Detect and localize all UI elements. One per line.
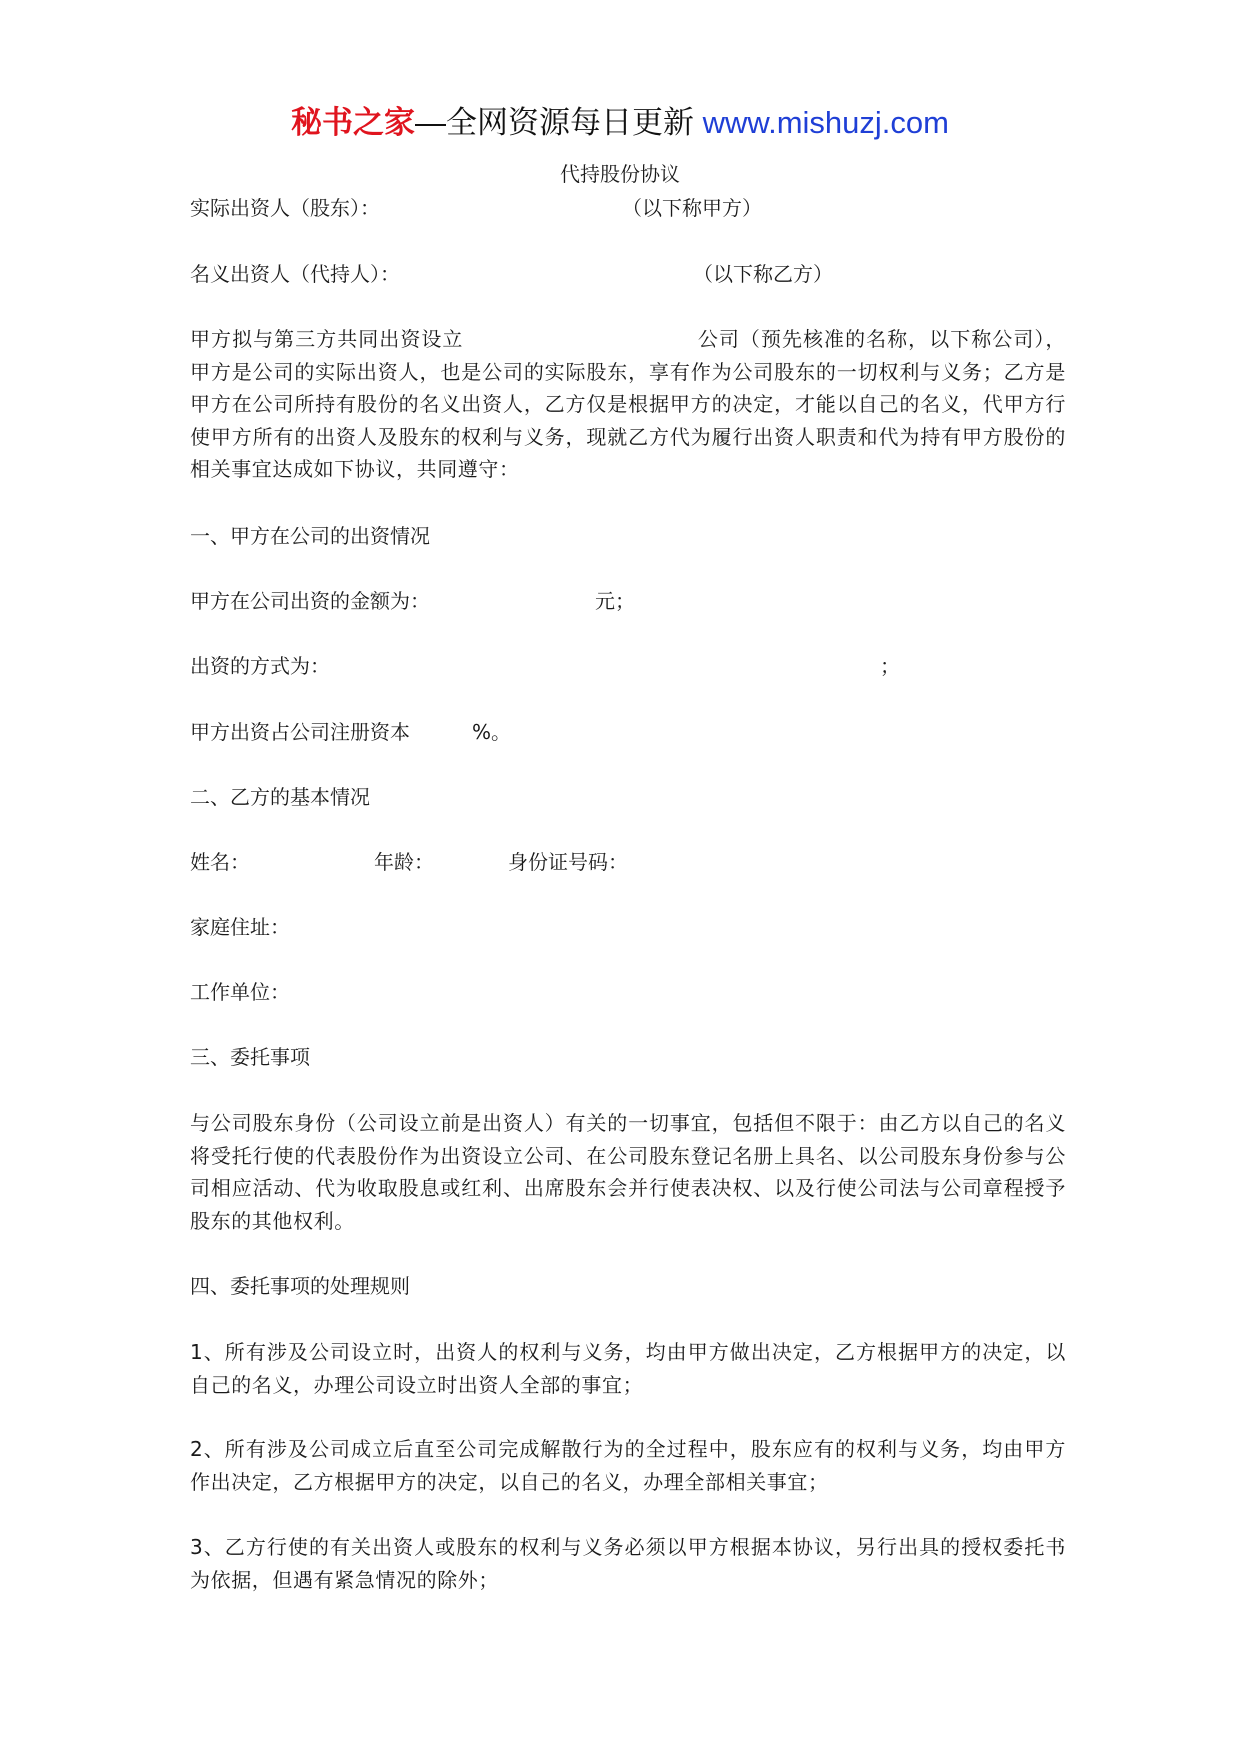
section-3-heading: 三、委托事项 [190, 1045, 310, 1069]
investment-method-label: 出资的方式为： [190, 654, 330, 678]
rule-item-2: 2、所有涉及公司成立后直至公司完成解散行为的全过程中，股东应有的权利与义务，均由甲方作出决定，乙方根据甲方的决定，以自己的名义，办理全部相关事宜； [190, 1437, 1066, 1494]
rule-item-3: 3、乙方行使的有关出资人或股东的权利与义务必须以甲方根据本协议，另行出具的授权委托书为依据，但遇有紧急情况的除外； [190, 1535, 1066, 1592]
section-2-heading: 二、乙方的基本情况 [190, 785, 370, 809]
rule-item-1: 1、所有涉及公司设立时，出资人的权利与义务，均由甲方做出决定，乙方根据甲方的决定，以自己的名义，办理公司设立时出资人全部的事宜； [190, 1340, 1066, 1397]
investment-amount-unit: 元； [595, 589, 635, 613]
party-b-line [190, 258, 1066, 290]
party-b-suffix: （以下称乙方） [693, 262, 833, 286]
party-b-label: 名义出资人（代持人）： [190, 262, 400, 286]
investment-ratio-label: 甲方出资占公司注册资本 [190, 720, 410, 744]
party-a-label: 实际出资人（股东）： [190, 196, 380, 220]
intro-rest: 公司（预先核准的名称，以下称公司），甲方是公司的实际出资人，也是公司的实际股东，享有作为公司股东的一切权利与义务；乙方是甲方在公司所持有股份的名义出资人，乙方仅是根据甲方的决定，才能以自己的名义，代甲方行使甲方所有的出资人及股东的权利与义务，现就乙方代为履行出资人职责和代为持有甲方股份的相关事宜达成如下协议，共同遵守： [190, 327, 1066, 481]
party-a-line [190, 192, 1066, 224]
document-title: 代持股份协议 [560, 162, 680, 186]
party-a-suffix: （以下称甲方） [622, 196, 762, 220]
banner-tagline: —全网资源每日更新 [415, 105, 703, 140]
id-number-label: 身份证号码： [508, 850, 628, 874]
investment-method-line [190, 650, 1066, 682]
banner-brand: 秘书之家 [291, 105, 416, 140]
name-label: 姓名： [190, 850, 250, 874]
section-4-heading: 四、委托事项的处理规则 [190, 1274, 410, 1298]
age-label: 年龄： [374, 850, 434, 874]
investment-amount-label: 甲方在公司出资的金额为： [190, 589, 430, 613]
party-b-info-line [190, 846, 1066, 878]
intro-lead: 甲方拟与第三方共同出资设立 [190, 327, 464, 351]
banner-url-link[interactable]: www.mishuzj.com [702, 105, 949, 140]
employer-label: 工作单位： [190, 980, 290, 1004]
intro-paragraph [190, 323, 1066, 486]
investment-method-end: ； [880, 654, 900, 678]
section-1-heading: 一、甲方在公司的出资情况 [190, 524, 430, 548]
home-address-label: 家庭住址： [190, 915, 290, 939]
section-3-body: 与公司股东身份（公司设立前是出资人）有关的一切事宜，包括但不限于：由乙方以自己的名义将受托行使的代表股份作为出资设立公司、在公司股东登记名册上具名、以公司股东身份参与公司相应活动、代为收取股息或红利、出席股东会并行使表决权、以及行使公司法与公司章程授予股东的其他权利。 [190, 1111, 1066, 1233]
investment-ratio-line [190, 716, 1066, 748]
investment-ratio-unit: %。 [472, 720, 512, 744]
investment-amount-line [190, 585, 1066, 617]
site-banner [0, 100, 1240, 146]
